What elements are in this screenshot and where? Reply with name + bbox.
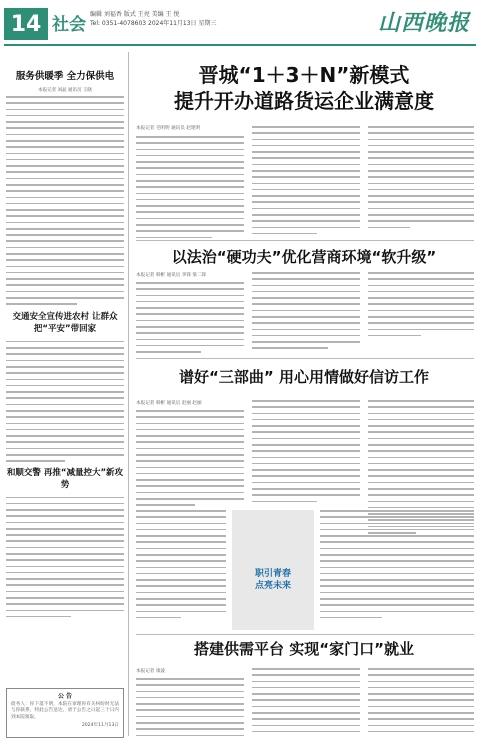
main-headline-line1: 晋城“1＋3＋N”新模式 xyxy=(198,63,410,87)
main-article-body-col1 xyxy=(136,136,244,243)
article-2-byline: 本报记者 韩彬 通讯员 李锋 梁二锋 xyxy=(136,273,207,278)
divider-2 xyxy=(136,358,474,359)
main-article-body-col2 xyxy=(252,126,360,239)
event-photo xyxy=(232,510,314,630)
article-4-body-col2 xyxy=(252,668,360,737)
left-article-2 xyxy=(6,311,124,462)
left-article-3-body xyxy=(6,497,124,618)
article-2 xyxy=(136,246,472,267)
article-2-body-col3 xyxy=(368,272,474,341)
article-2-body-col1 xyxy=(136,282,244,357)
left-article-1-byline: 本报记者 刘晶 通讯员 王晓 xyxy=(38,88,92,93)
left-article-3 xyxy=(6,467,124,618)
column-divider xyxy=(128,52,129,736)
main-headline-line2: 提升开办道路货运企业满意度 xyxy=(174,89,434,113)
left-column xyxy=(6,54,124,622)
notice-body: 债务人：你下落不明，本院在审理你有关纠纷时无法与你联系，特此公告送达，请于公告之日起三十日内到本院领取。 xyxy=(11,702,119,720)
article-4 xyxy=(136,638,472,659)
main-article-byline: 本报记者 毛明明 通讯员 赵建明 xyxy=(136,126,201,131)
photo-caption-line2: 点亮未来 xyxy=(254,581,291,591)
photo-caption-line1: 职引青春 xyxy=(254,569,291,579)
notice-date: 2024年11月13日 xyxy=(81,723,119,729)
article-3-body-col2 xyxy=(252,400,360,507)
article-3-byline: 本报记者 韩彬 通讯员 赵丽 赵丽 xyxy=(136,401,202,406)
article-2-body-col2 xyxy=(252,272,360,354)
article-4-body-col3 xyxy=(368,668,474,737)
left-article-2-headline: 交通安全宣传进农村 让群众把“平安”带回家 xyxy=(12,311,118,334)
article-3-headline: 谱好“三部曲” 用心用情做好信访工作 xyxy=(179,368,429,386)
left-article-3-headline: 和顺交警 再推“减量控大”新攻势 xyxy=(6,467,124,490)
page-number: 14 xyxy=(4,8,48,40)
article-3-body-col1 xyxy=(136,410,244,511)
photo-caption xyxy=(240,568,306,592)
article-3 xyxy=(136,366,472,387)
masthead-rule xyxy=(4,44,476,46)
divider-1 xyxy=(136,240,474,241)
notice-title: 公 告 xyxy=(57,693,73,700)
main-article-body-col3 xyxy=(368,126,474,233)
left-article-1-body xyxy=(6,96,124,305)
article-4-byline: 本报记者 康波 xyxy=(136,669,166,674)
article-2-headline: 以法治“硬功夫”优化营商环境“软升级” xyxy=(171,248,437,266)
article-4-headline: 搭建供需平台 实现“家门口”就业 xyxy=(194,640,414,658)
article-3-body-col1-lower xyxy=(136,510,226,623)
newspaper-logo: 山西晚报 xyxy=(377,10,470,36)
masthead-meta-line2: Tel: 0351-4078603 2024年11月13日 星期三 xyxy=(90,20,217,27)
masthead-meta xyxy=(90,10,216,28)
article-4-body-col1 xyxy=(136,678,244,741)
public-notice xyxy=(6,688,124,738)
main-article xyxy=(136,62,472,114)
left-article-2-body xyxy=(6,341,124,462)
left-article-1 xyxy=(6,70,124,305)
article-3-body-col3-lower xyxy=(320,510,474,623)
section-name: 社会 xyxy=(52,15,86,35)
divider-3 xyxy=(136,634,474,635)
masthead-meta-line1: 编辑 刘福香 版式 王亮 美编 王 悦 xyxy=(90,11,180,18)
left-article-1-headline: 服务供暖季 全力保供电 xyxy=(15,71,115,82)
masthead xyxy=(0,0,480,46)
